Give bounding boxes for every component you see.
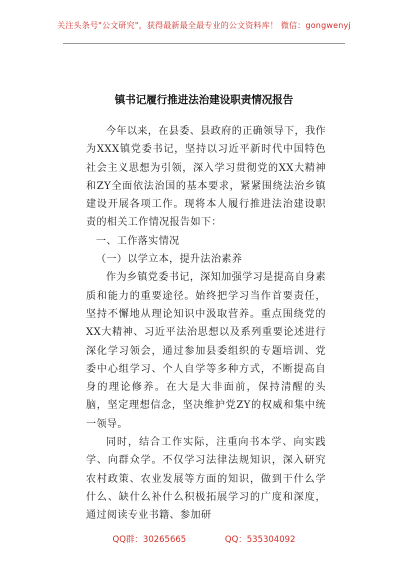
document-title: 镇书记履行推进法治建设职责情况报告 bbox=[114, 94, 294, 106]
footer-qq-number: QQ：535304092 bbox=[224, 535, 296, 545]
footer-qq-group: QQ群：30265665 bbox=[112, 535, 187, 545]
body-paragraph: 同时，结合工作实际，注重向书本学、向实践学、向群众学。不仅学习法律法规知识，深入研究农村政策、农业发展等方面的知识，做到干什么学什么、缺什么补什么积极拓展学习的广度和深度，通过阅读专业书籍、参加研 bbox=[86, 437, 326, 522]
intro-paragraph: 今年以来，在县委、县政府的正确领导下，我作为XXX镇党委书记，坚持以习近平新时代中国特色社会主义思想为引领，深入学习贯彻党的XX大精神和ZY全面依法治国的基本要求，紧紧围绕法治乡镇建设开展各项工作。现将本人履行推进法治建设职责的相关工作情况报告如下： bbox=[86, 126, 326, 229]
footer-contact bbox=[0, 533, 408, 545]
subsection-heading: （一）以学立本，提升法治素养 bbox=[96, 254, 243, 266]
header-divider bbox=[63, 43, 345, 44]
body-paragraph: 作为乡镇党委书记，深知加强学习是提高自身素质和能力的重要途径。始终把学习当作首要责任，坚持不懈地从理论知识中汲取营养。重点围绕党的XX大精神、习近平法治思想以及系列重要论述进行深化学习领会，通过参加县委组织的专题培训、党委中心组学习、个人自学等多种方式，不断提高自身的理论修养。在大是大非面前，保持清醒的头脑，坚定理想信念，坚决维护党ZY的权威和集中统一领导。 bbox=[86, 272, 326, 430]
document-body bbox=[86, 123, 326, 526]
section-heading: 一、工作落实情况 bbox=[96, 235, 180, 247]
header-banner: 关注头条号"公文研究"，获得最新最全最专业的公文资料库！ 微信：gongwenyj bbox=[57, 21, 351, 30]
